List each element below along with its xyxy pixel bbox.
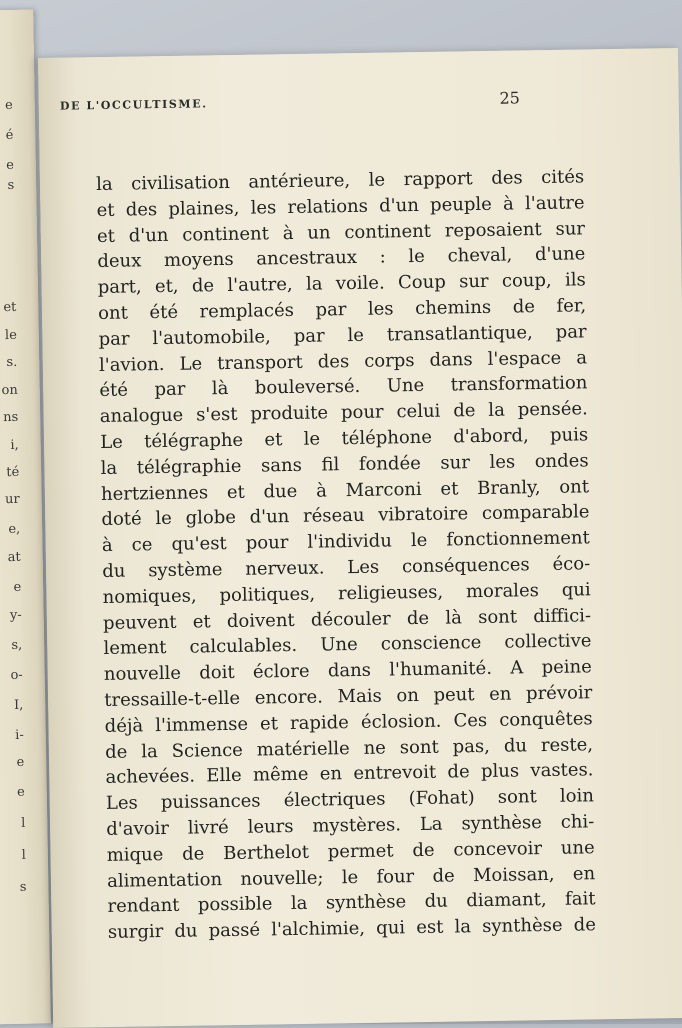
text-line: à ce qu'est pour l'individu le fonctionnement	[101, 527, 590, 557]
text-line: du système nerveux. Les conséquences éco-	[102, 553, 591, 582]
text-line: la télégraphie sans fil fondée sur les ondes	[100, 450, 589, 479]
text-line: tressaille-t-elle encore. Mais on peut en prévoir	[104, 682, 593, 711]
text-line: par l'automobile, par le transatlantique, par	[98, 321, 587, 350]
text-line: de la Science matérielle ne sont pas, du reste,	[104, 733, 594, 763]
left-page-glyph: ur	[4, 491, 20, 508]
text-line: deux moyens ancestraux : le cheval, d'une	[97, 243, 586, 273]
text-line: alimentation nouvelle; le four de Moissan, en	[106, 862, 596, 892]
text-line: achevées. Elle même en entrevoit de plus vastes.	[105, 759, 594, 789]
left-page-glyph: e	[16, 754, 25, 770]
text-line: et des plaines, les relations d'un peuple à l'autre	[96, 192, 585, 221]
left-page-glyph: e	[16, 784, 25, 800]
text-line: hertziennes et due à Marconi et Branly, ont	[100, 475, 590, 505]
text-line: la civilisation antérieure, le rapport des cités	[96, 166, 585, 195]
text-line: d'avoir livré leurs mystères. La synthèse chi-	[106, 811, 595, 840]
text-line: doté le globe d'un réseau vibratoire comparable	[101, 501, 590, 531]
text-line: surgir du passé l'alchimie, qui est la synthèse de	[107, 914, 597, 944]
left-page-glyph: l	[21, 815, 26, 831]
text-line: analogue s'est produite pour celui de la pensée.	[99, 398, 588, 428]
left-page-glyph: ns	[3, 409, 19, 426]
left-page-glyph: l	[21, 847, 27, 863]
page-number: 25	[499, 88, 521, 108]
left-page-glyph: i,	[10, 437, 19, 453]
left-page-glyph: s	[7, 177, 15, 194]
left-page-glyph: o-	[10, 667, 23, 684]
text-line: l'avion. Le transport des corps dans l'espace a	[98, 346, 588, 376]
text-line: ont été remplacés par les chemins de fer,	[98, 295, 587, 324]
left-page-glyph: et	[3, 299, 17, 316]
body-text	[96, 164, 596, 945]
left-page-glyph: s,	[11, 637, 23, 654]
left-page-glyph: e,	[8, 521, 21, 538]
left-page-glyph: s	[19, 879, 27, 895]
text-line: mique de Berthelot permet de concevoir une	[106, 836, 595, 866]
left-page-glyph: y-	[9, 607, 22, 624]
text-line: Les puissances électriques (Fohat) sont loin	[105, 785, 595, 815]
text-line: peuvent et doivent découler de là sont diffici-	[102, 604, 592, 634]
text-line: et d'un continent à un continent reposaient sur	[96, 217, 586, 247]
text-line: Le télégraphe et le téléphone d'abord, puis	[100, 424, 589, 453]
left-page-glyph: e	[13, 579, 22, 595]
text-line: lement calculables. Une conscience collective	[103, 630, 592, 660]
left-page-glyph: at	[7, 549, 21, 566]
text-line: été par là bouleversé. Une transformation	[99, 372, 588, 402]
left-page-glyph: on	[1, 382, 18, 399]
left-page-glyph: le	[4, 327, 17, 344]
text-line: nomiques, politiques, religieuses, morales qui	[102, 579, 591, 608]
left-page-glyph: s.	[6, 354, 18, 371]
running-head: DE L'OCCULTISME.	[59, 97, 208, 113]
left-page-glyph: e	[6, 157, 14, 174]
text-line: déjà l'immense et rapide éclosion. Ces conquêtes	[104, 708, 593, 737]
left-page-glyph: I,	[13, 697, 24, 713]
left-page-glyph: é	[5, 127, 14, 144]
text-line: rendant possible la synthèse du diamant, fait	[107, 888, 596, 918]
text-line: nouvelle doit éclore dans l'humanité. A peine	[103, 656, 592, 686]
left-page-glyph: e	[4, 97, 13, 114]
left-page-glyph: i-	[15, 727, 24, 743]
text-line: part, et, de l'autre, la voile. Coup sur coup, ils	[97, 269, 586, 299]
left-page-glyph: té	[6, 464, 20, 481]
